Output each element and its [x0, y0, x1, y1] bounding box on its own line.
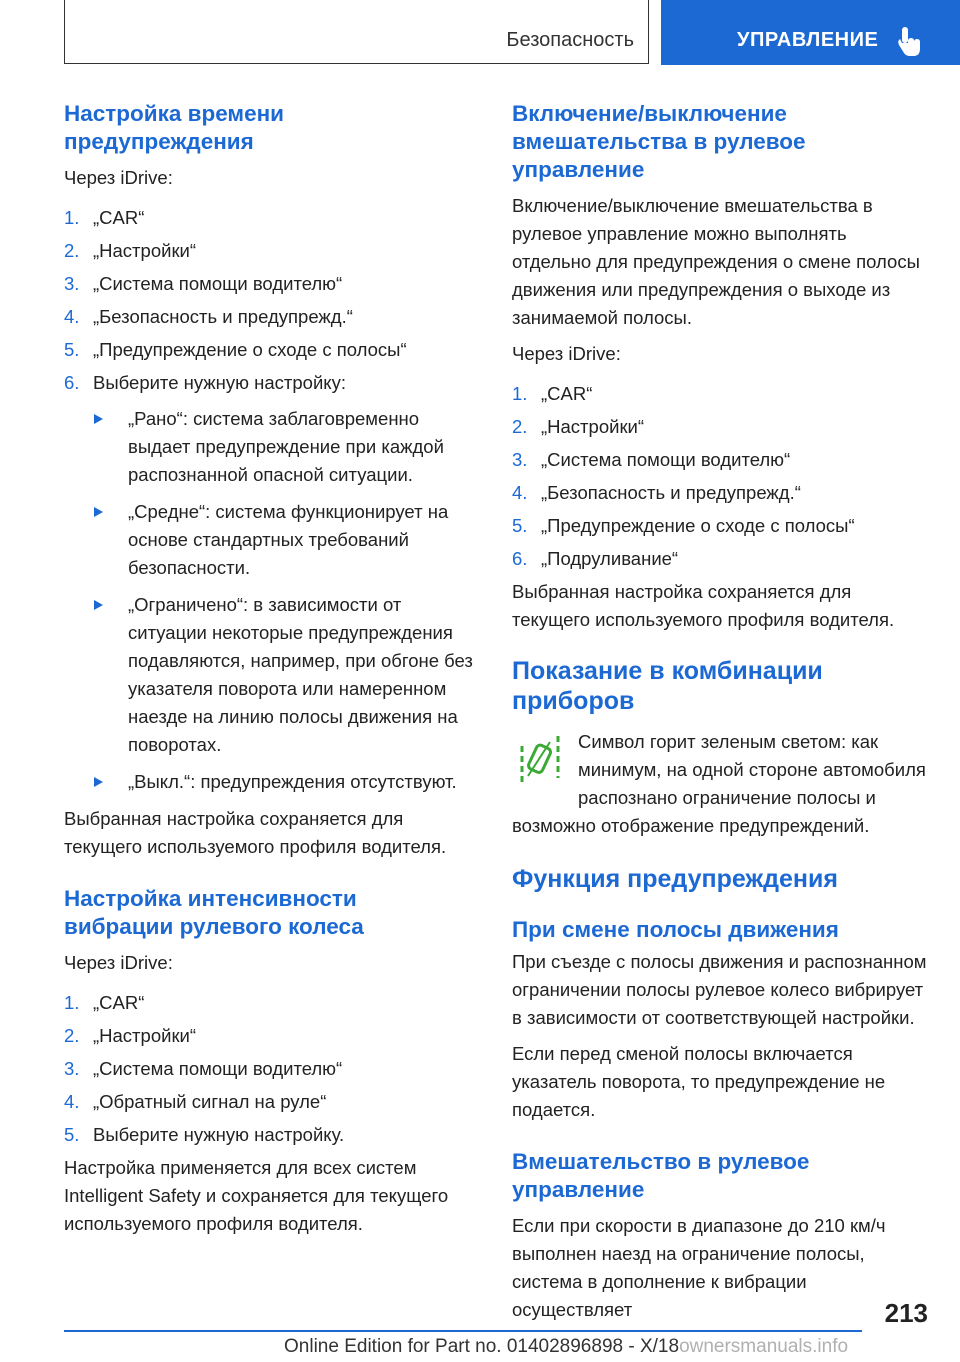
warning-time-intro: Через iDrive: [64, 167, 173, 188]
steering-intervention-p1: Если при скорости в диапазоне до 210 км/ч выполнен наезд на ограничение полосы, система в дополнение к вибрации осуществляет [512, 1215, 886, 1320]
warning-time-heading: Настройка времени предупреждения [64, 101, 285, 154]
vibration-steps [64, 989, 474, 1149]
watermark-text: ownersmanuals.info [679, 1336, 849, 1357]
chapter-title: УПРАВЛЕНИЕ [737, 29, 879, 51]
triangle-bullet-icon [94, 777, 103, 787]
list-item: 2. „Настройки“ [64, 1025, 197, 1046]
list-item: 1. „CAR“ [64, 207, 145, 228]
chapter-tab[interactable] [661, 0, 960, 65]
list-item: 5. Выберите нужную настройку. [64, 1124, 345, 1145]
lane-departure-icon [518, 732, 562, 788]
right-column [512, 100, 927, 1324]
list-item: 5. „Предупреждение о сходе с полосы“ [64, 339, 407, 360]
vibration-intro: Через iDrive: [64, 952, 173, 973]
list-item: 4. „Обратный сигнал на руле“ [64, 1091, 327, 1112]
list-item: 3. „Система помощи водителю“ [512, 449, 791, 470]
warning-function-heading: Функция предупреждения [512, 865, 838, 893]
page-number: 213 [884, 1298, 928, 1328]
steering-toggle-body: Включение/выключение вмешательства в рулевое управление можно выполнять отдельно для предупреждения о смене полосы движения или предупреждения о выходе из занимаемой полосы. [512, 195, 920, 328]
edition-text: Online Edition for Part no. 01402896898 - X/18 [284, 1336, 680, 1357]
triangle-bullet-icon [94, 414, 103, 424]
footer-rule [64, 1330, 862, 1332]
steering-toggle-steps [512, 380, 927, 573]
list-item: 5. „Предупреждение о сходе с полосы“ [512, 515, 855, 536]
option-item: „Средне“: система функционирует на основе стандартных требований безопасности. [64, 498, 474, 582]
list-item: 2. „Настройки“ [512, 416, 645, 437]
section-tab[interactable] [64, 0, 649, 64]
triangle-bullet-icon [94, 507, 103, 517]
list-item: 3. „Система помощи водителю“ [64, 273, 343, 294]
list-item: 1. „CAR“ [64, 992, 145, 1013]
list-item: 2. „Настройки“ [64, 240, 197, 261]
option-item: „Выкл.“: предупреждения отсутствуют. [64, 768, 474, 796]
list-item: 3. „Система помощи водителю“ [64, 1058, 343, 1079]
instrument-cluster-para [512, 728, 927, 840]
option-item: „Ограничено“: в зависимости от ситуации некоторые предупреждения подавляются, например, при обгоне без указателя поворота или намеренном наезде на линию полосы движения на поворотах. [64, 591, 474, 759]
warning-time-steps [64, 204, 474, 796]
page-footer [64, 1298, 928, 1362]
instrument-cluster-text: Символ горит зеленым светом: как минимум, на одной стороне автомобиля распознано ограничение полосы и возможно отображение предупреждений. [512, 731, 926, 836]
lane-change-p1: При съезде с полосы движения и распознанном ограничении полосы рулевое колесо вибрирует в зависимости от соответствующей настройки. [512, 951, 927, 1028]
list-item: 6. Выберите нужную настройку: [64, 372, 346, 393]
option-item: „Рано“: система заблаговременно выдает предупреждение при каждой распознанной опасной ситуации. [64, 405, 474, 489]
section-title: Безопасность [506, 29, 634, 51]
steering-toggle-note: Выбранная настройка сохраняется для текущего используемого профиля водителя. [512, 581, 895, 630]
vibration-heading: Настройка интенсивности вибрации рулевого колеса [64, 886, 364, 939]
lane-change-heading: При смене полосы движения [512, 917, 839, 942]
instrument-cluster-heading: Показание в комбинации приборов [512, 657, 823, 715]
steering-intervention-heading: Вмешательство в рулевое управление [512, 1149, 810, 1202]
list-item: 4. „Безопасность и предупрежд.“ [64, 306, 353, 327]
lane-change-p2: Если перед сменой полосы включается указатель поворота, то предупреждение не подается. [512, 1043, 886, 1120]
left-column [64, 100, 474, 1238]
list-item: 1. „CAR“ [512, 383, 593, 404]
list-item: 4. „Безопасность и предупрежд.“ [512, 482, 801, 503]
steering-toggle-intro: Через iDrive: [512, 343, 621, 364]
steering-toggle-heading: Включение/выключение вмешательства в рулевое управление [512, 101, 806, 182]
list-item: 6. „Подруливание“ [512, 548, 679, 569]
page-header [0, 0, 960, 66]
warning-time-note: Выбранная настройка сохраняется для текущего используемого профиля водителя. [64, 808, 447, 857]
vibration-note: Настройка применяется для всех систем Intelligent Safety и сохраняется для текущего используемого профиля водителя. [64, 1157, 449, 1234]
hand-pointer-icon [894, 25, 922, 57]
edition-info [284, 1336, 848, 1358]
triangle-bullet-icon [94, 600, 103, 610]
